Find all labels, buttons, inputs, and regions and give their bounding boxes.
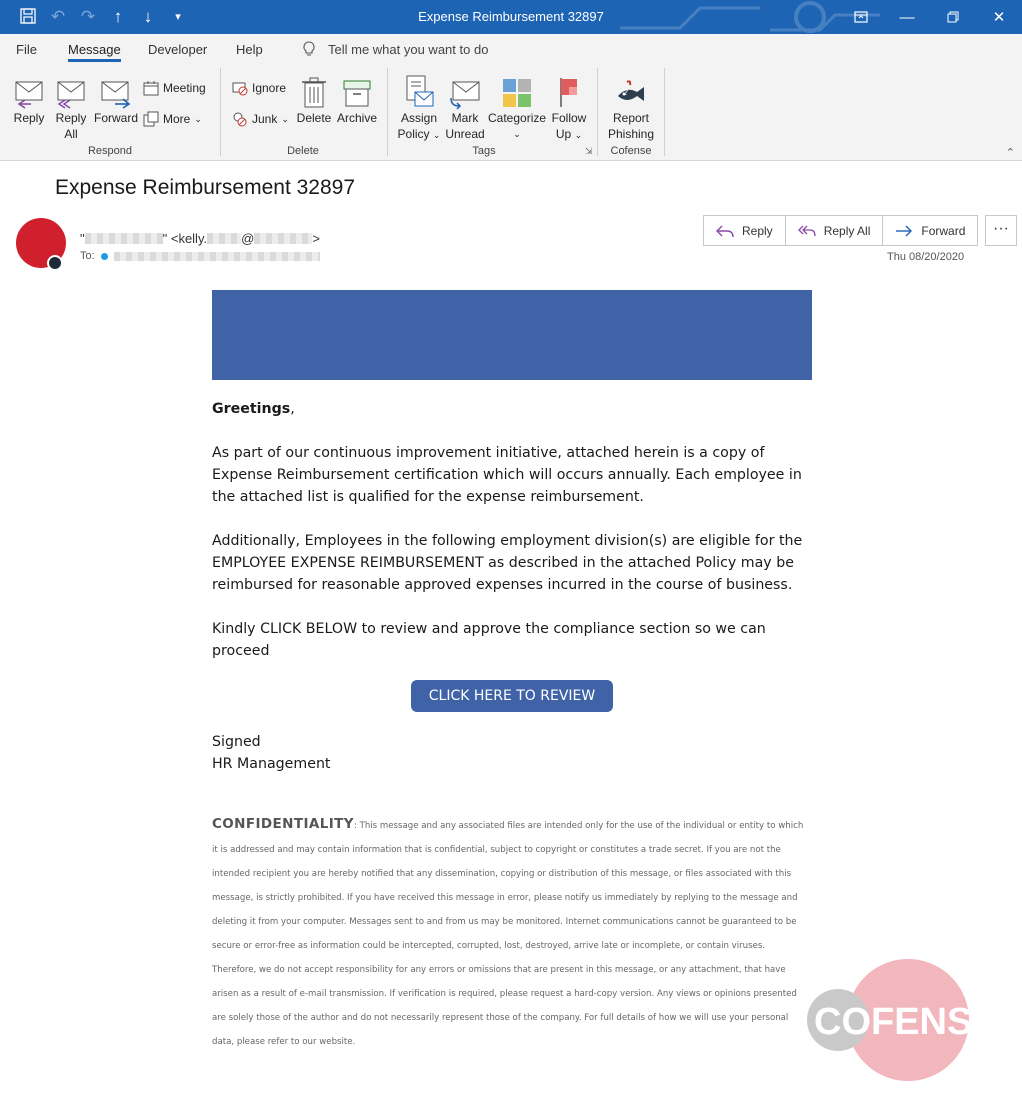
restore-icon[interactable] [930, 0, 976, 34]
mark-unread-button[interactable]: Mark Unread [444, 70, 486, 142]
email-body [212, 398, 812, 684]
redo-icon[interactable]: ↷ [80, 7, 96, 26]
redacted-email-domain [254, 233, 312, 244]
greeting: Greetings, [212, 401, 295, 417]
junk-button[interactable]: Junk ⌄ [232, 111, 289, 127]
calendar-icon [143, 80, 159, 96]
reply-all-icon [55, 78, 87, 108]
reply-action-button[interactable]: Reply [704, 216, 786, 245]
ignore-icon [232, 80, 248, 96]
tell-me-search[interactable] [302, 41, 488, 57]
forward-icon [99, 78, 133, 108]
report-phishing-button[interactable]: ? Report Phishing [604, 70, 658, 142]
group-label-cofense: Cofense [610, 145, 652, 157]
ribbon [0, 64, 1022, 161]
reply-button[interactable]: Reply [10, 70, 48, 126]
chevron-down-icon: ⌄ [574, 130, 583, 140]
chevron-down-icon: ⌄ [513, 129, 521, 139]
meeting-button[interactable]: Meeting [143, 80, 206, 96]
message-actions [703, 215, 978, 246]
group-label-tags: Tags [472, 145, 496, 157]
dialog-launcher-icon[interactable]: ⇲ [585, 146, 593, 156]
redacted-email-local [207, 233, 241, 244]
tab-file[interactable]: File [16, 42, 37, 57]
tab-developer[interactable]: Developer [148, 42, 208, 57]
up-arrow-icon[interactable]: ↑ [113, 7, 123, 26]
group-label-respond: Respond [87, 145, 133, 157]
window-controls [838, 0, 1022, 34]
window-title: Expense Reimbursement 32897 [418, 9, 604, 24]
presence-status-icon [47, 255, 63, 271]
received-date: Thu 08/20/2020 [887, 251, 965, 263]
forward-arrow-icon [895, 224, 913, 238]
customize-qat-icon[interactable]: ▾ [175, 11, 181, 23]
message-subject: Expense Reimbursement 32897 [55, 176, 356, 199]
archive-icon [342, 78, 372, 108]
paragraph-2: Additionally, Employees in the following employment division(s) are eligible for the EMPLOYEE EXPENSE REIMBURSEMENT as described in the attached Policy may be reimbursed for reasonable approved expenses incurred in the course of business. [212, 533, 803, 593]
redacted-sender-name [85, 233, 163, 244]
phish-hook-icon [615, 80, 647, 108]
redacted-recipient[interactable] [114, 252, 320, 261]
presence-dot-icon [101, 253, 108, 260]
recipient-line: To: [80, 250, 320, 262]
collapse-ribbon-icon[interactable]: ⌃ [1005, 147, 1015, 159]
ignore-button[interactable]: Ignore [232, 80, 286, 96]
tab-help[interactable]: Help [236, 42, 263, 57]
group-separator [387, 68, 388, 156]
lightbulb-icon [302, 41, 316, 57]
chevron-down-icon: ⌄ [432, 130, 441, 140]
reply-icon [13, 78, 45, 108]
title-bar [0, 0, 1022, 34]
close-icon[interactable]: ✕ [992, 9, 1006, 26]
reply-all-action-button[interactable]: Reply All [786, 216, 884, 245]
save-icon[interactable] [18, 7, 38, 27]
signature: Signed HR Management [212, 734, 331, 772]
svg-text:?: ? [624, 88, 629, 97]
chevron-down-icon: ⌄ [281, 113, 289, 124]
junk-icon [232, 111, 248, 127]
follow-up-button[interactable]: Follow Up ⌄ [548, 70, 590, 143]
mark-unread-icon [449, 76, 481, 108]
archive-button[interactable]: Archive [335, 70, 379, 126]
ribbon-display-options-icon[interactable] [838, 0, 884, 34]
paragraph-3: Kindly CLICK BELOW to review and approve the compliance section so we can proceed [212, 621, 766, 659]
group-label-delete: Delete [287, 145, 319, 157]
assign-policy-icon [403, 74, 435, 108]
reply-all-arrow-icon [798, 224, 816, 238]
undo-icon[interactable]: ↶ [50, 7, 66, 26]
confidentiality-heading: CONFIDENTIALITY [212, 816, 354, 832]
review-link-button[interactable]: CLICK HERE TO REVIEW [411, 680, 614, 712]
reply-all-button[interactable]: Reply All [52, 70, 90, 142]
email-banner [212, 290, 812, 380]
minimize-icon[interactable]: — [899, 8, 915, 26]
chevron-down-icon: ⌄ [194, 113, 202, 124]
down-arrow-icon[interactable]: ↓ [143, 7, 153, 26]
more-icon [143, 111, 159, 127]
more-actions-button[interactable]: ··· [985, 215, 1017, 246]
tab-message[interactable]: Message [68, 42, 121, 57]
more-respond-button[interactable]: More ⌄ [143, 111, 202, 127]
confidentiality-notice: CONFIDENTIALITY: This message and any associated files are intended only for the use of the individual or entity to which it is addressed and may contain information that is confidential, subject to copyright or constitutes a trade secret. If you are not the intended recipient you are hereby notified that any dissemination, copying or distribution of this message, or files associated with this message, is strictly prohibited. If you have received this message in error, please notify us immediately by replying to the message and deleting it from your computer. Messages sent to and from us may be monitored. Internet communications cannot be guaranteed to be secure or error-free as information could be intercepted, corrupted, lost, destroyed, arrive late or incomplete, or contain viruses. Therefore, we do not accept responsibility for any errors or omissions that are present in this message, or any attachment, that have arisen as a result of e-mail transmission. If verification is required, please request a hard-copy version. Any views or opinions presented are solely those of the author and do not necessarily represent those of the company. For full details of how we will use your personal data, please refer to our website. [212, 816, 804, 1047]
group-separator [664, 68, 665, 156]
group-separator [597, 68, 598, 156]
sender-address[interactable]: " " <kelly. @ > [80, 231, 320, 246]
flag-icon [557, 76, 581, 108]
tell-me-text: Tell me what you want to do [328, 41, 489, 57]
paragraph-1: As part of our continuous improvement initiative, attached herein is a copy of Expense Reimbursement certification which will occurs annually. Each employee in the attached list is qualified for the expense reimbursement. [212, 445, 802, 505]
group-separator [220, 68, 221, 156]
assign-policy-button[interactable]: Assign Policy ⌄ [396, 70, 442, 143]
quick-access-toolbar [18, 7, 188, 27]
svg-text:COFENSE: COFENSE [814, 1001, 998, 1043]
reply-arrow-icon [716, 224, 734, 238]
ribbon-tabs [0, 34, 1022, 64]
cta-wrapper [212, 680, 812, 712]
forward-button[interactable]: Forward [92, 70, 140, 126]
trash-icon [301, 76, 327, 108]
forward-action-button[interactable]: Forward [883, 216, 977, 245]
cofense-watermark-logo [806, 960, 998, 1084]
categorize-icon [502, 78, 532, 108]
delete-button[interactable]: Delete [295, 70, 333, 126]
categorize-button[interactable]: Categorize ⌄ [488, 70, 546, 142]
